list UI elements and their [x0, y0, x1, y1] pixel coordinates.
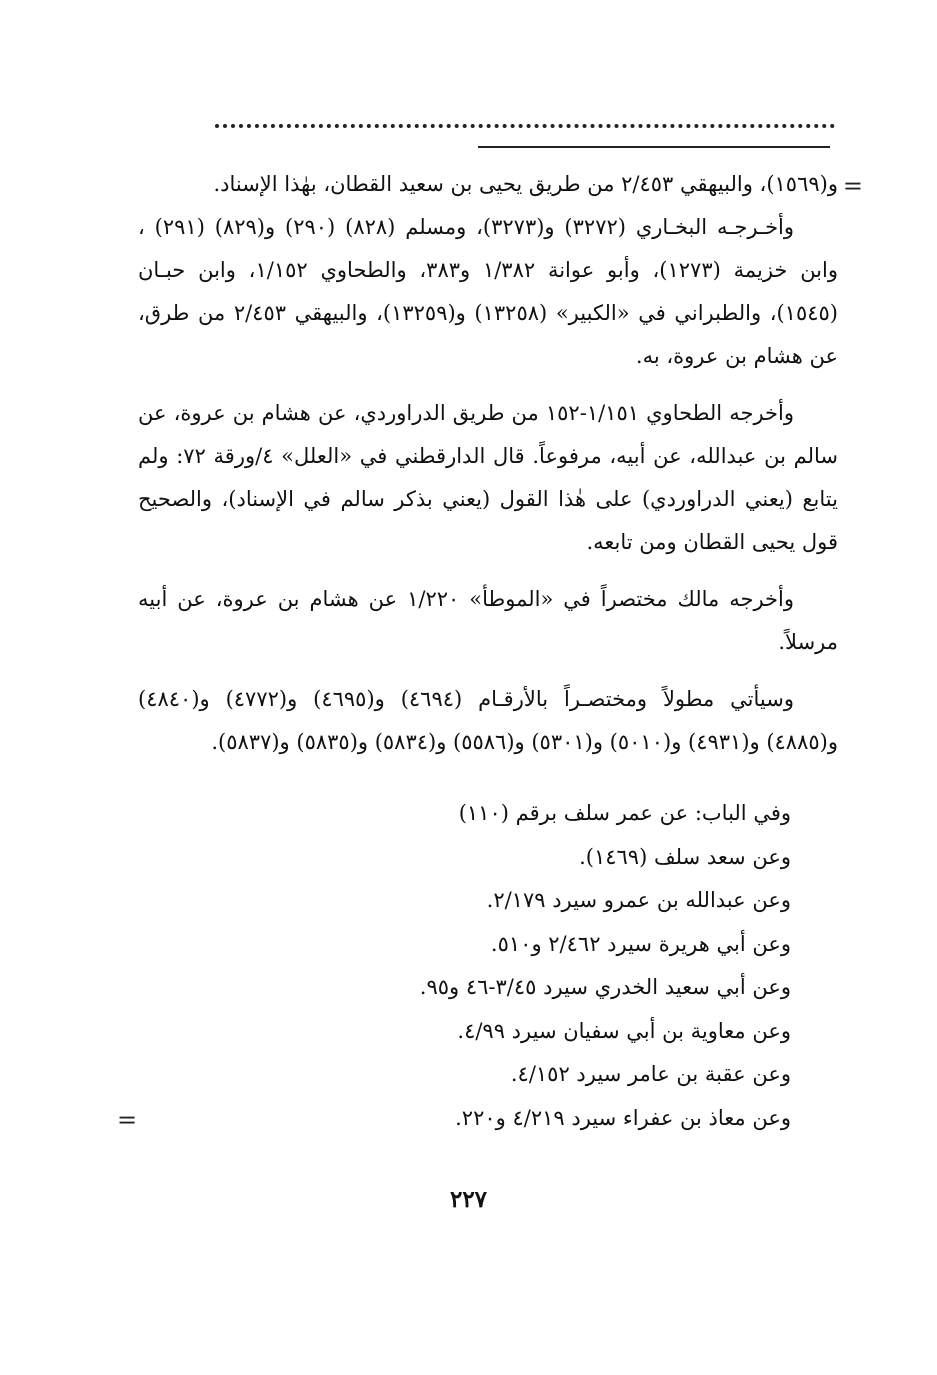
footnote-body: [138, 163, 838, 764]
list-item: وعن أبي سعيد الخدري سيرد ٣/٤٥-٤٦ و٩٥.: [419, 975, 791, 999]
dotted-separator: [215, 110, 835, 128]
list-item: وفي الباب: عن عمر سلف برقم (١١٠): [458, 801, 791, 825]
footnote-rule: [478, 146, 830, 148]
list-item: وعن سعد سلف (١٤٦٩).: [579, 844, 791, 869]
list-item: وعن أبي هريرة سيرد ٢/٤٦٢ و٥١٠.: [490, 931, 791, 956]
paragraph-4: وأخرجه مالك مختصراً في «الموطأ» ١/٢٢٠ عن هشام بن عروة، عن أبيه مرسلاً.: [138, 587, 838, 654]
paragraph-2: وأخـرجـه البخـاري (٣٢٧٢) و(٣٢٧٣)، ومسلم (٨٢٨) (٢٩٠) و(٨٢٩) (٢٩١) ، وابن خزيمة (١٢٧٣)، وأبو عوانة ١/٣٨٢ و٣٨٣، والطحاوي ١/١٥٢، وابن حبـان (١٥٤٥)، والطبراني في «الكبير» (١٣٢٥٨) و(١٣٢٥٩)، والبيهقي ٢/٤٥٣ من طرق، عن هشام بن عروة، به.: [138, 215, 838, 368]
list-item: وعن معاذ بن عفراء سيرد ٤/٢١٩ و٢٢٠.: [455, 1105, 791, 1130]
continuation-mark-bottom: =: [117, 1106, 138, 1134]
continuation-mark-top: =: [842, 172, 863, 200]
paragraph-1: و(١٥٦٩)، والبيهقي ٢/٤٥٣ من طريق يحيى بن سعيد القطان، بهٰذا الإسناد.: [213, 172, 838, 196]
paragraph-5: وسيأتي مطولاً ومختصـراً بالأرقـام (٤٦٩٤) و(٤٦٩٥) و(٤٧٧٢) و(٤٨٤٠) و(٤٨٨٥) و(٤٩٣١) و(٥٠١٠) و(٥٣٠١) و(٥٥٨٦) و(٥٨٣٤) و(٥٨٣٥) و(٥٨٣٧).: [138, 687, 838, 754]
bab-list: [420, 792, 791, 1140]
list-item: وعن معاوية بن أبي سفيان سيرد ٤/٩٩.: [457, 1018, 791, 1043]
page-number: ٢٢٧: [449, 1186, 488, 1213]
paragraph-3: وأخرجه الطحاوي ١/١٥١-١٥٢ من طريق الدراوردي، عن هشام بن عروة، عن سالم بن عبدالله، عن أبيه، مرفوعاً. قال الدارقطني في «العلل» ٤/ورقة ٧٢: ولم يتابع (يعني الدراوردي) على هٰذا القول (يعني بذكر سالم في الإسناد)، والصحيح قول يحيى القطان ومن تابعه.: [138, 401, 838, 554]
list-item: وعن عقبة بن عامر سيرد ٤/١٥٢.: [510, 1062, 791, 1086]
list-item: وعن عبدالله بن عمرو سيرد ٢/١٧٩.: [486, 888, 791, 912]
